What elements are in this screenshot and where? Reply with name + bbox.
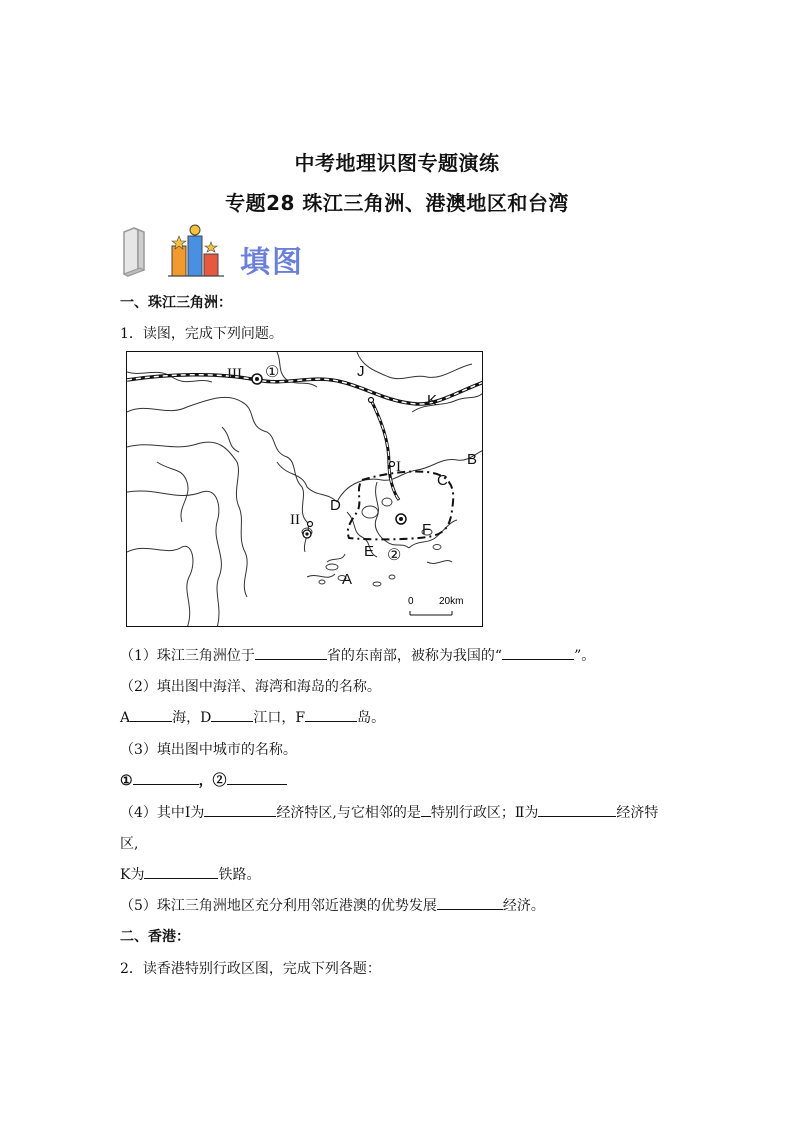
title-line-1: 中考地理识图专题演练	[294, 151, 500, 175]
question-1-5	[120, 895, 545, 915]
label-III: III	[227, 366, 242, 382]
label-J: J	[357, 363, 365, 380]
question-1-2: （2）填出图中海洋、海湾和海岛的名称。	[120, 679, 381, 695]
answer-blank[interactable]	[227, 770, 287, 785]
section-number-graphic	[124, 228, 144, 276]
label-F: F	[422, 521, 432, 538]
question-1-3-answers	[120, 770, 287, 790]
q1-1-text-a: （1）珠江三角洲位于	[120, 648, 255, 664]
answer-blank[interactable]	[437, 895, 503, 910]
q1-4-text-d: 经济特	[616, 805, 659, 821]
q1-4-text-f: K为	[120, 867, 145, 883]
city-markers	[252, 374, 406, 538]
answer-blank[interactable]	[204, 802, 276, 817]
label-D: D	[330, 497, 341, 514]
question-1-1	[120, 645, 595, 665]
q1-2-label-b: 海，D	[172, 710, 212, 726]
question-1-4	[120, 802, 658, 822]
label-circle-1: ①	[265, 364, 280, 381]
question-1-intro: 1．读图，完成下列问题。	[120, 326, 283, 342]
bar-chart-icon	[168, 225, 224, 276]
answer-blank[interactable]	[502, 645, 574, 660]
q1-4-text-c: 特别行政区；Ⅱ为	[430, 805, 539, 821]
label-B: B	[467, 451, 478, 468]
answer-blank[interactable]	[255, 645, 327, 660]
answer-blank[interactable]	[305, 707, 357, 722]
question-1-3: （3）填出图中城市的名称。	[120, 742, 297, 758]
q1-4-text-b: 经济特区,与它相邻的是	[276, 805, 421, 821]
q1-4-text-g: 铁路。	[218, 867, 261, 883]
question-1-2-answers	[120, 707, 385, 727]
q1-5-text-a: （5）珠江三角洲地区充分利用邻近港澳的优势发展	[120, 898, 437, 914]
title-line-2: 专题28 珠江三角洲、港澳地区和台湾	[225, 191, 569, 215]
label-E: E	[364, 543, 375, 560]
q1-2-label-a: A	[120, 710, 131, 726]
map-graphic	[127, 352, 483, 627]
answer-blank[interactable]	[133, 770, 199, 785]
q1-3-label-1: ①	[120, 773, 133, 789]
q1-5-text-b: 经济。	[502, 898, 545, 914]
scale-zero-label: 0	[408, 596, 414, 607]
answer-blank[interactable]	[538, 802, 616, 817]
q1-3-label-2: ，②	[198, 773, 227, 789]
q1-1-text-b: 省的东南部，被称为我国的“	[326, 648, 503, 664]
question-1-4-railway	[120, 864, 260, 884]
q1-4-text-a: （4）其中Ⅰ为	[120, 805, 205, 821]
scale-km-label: 20km	[439, 596, 464, 607]
q1-2-label-c: 江口，F	[253, 710, 306, 726]
heading-hong-kong: 二、香港：	[120, 929, 190, 945]
answer-blank[interactable]	[130, 707, 172, 722]
question-1-4-continued: 区,	[120, 836, 139, 852]
pearl-river-delta-map	[126, 351, 483, 627]
label-K: K	[427, 392, 438, 409]
scale-bar	[408, 596, 463, 615]
heading-pearl-river-delta: 一、珠江三角洲：	[120, 295, 232, 311]
answer-blank[interactable]	[144, 864, 218, 879]
answer-blank[interactable]	[421, 802, 431, 817]
section-label: 填图	[240, 245, 304, 280]
label-A: A	[342, 571, 353, 588]
label-I: I	[396, 459, 401, 475]
label-circle-2: ②	[387, 547, 402, 564]
q1-1-text-c: ”。	[574, 648, 596, 664]
label-C: C	[437, 472, 448, 489]
label-II: II	[290, 512, 300, 528]
answer-blank[interactable]	[211, 707, 253, 722]
q1-2-label-d: 岛。	[357, 710, 386, 726]
question-2-intro: 2．读香港特别行政区图，完成下列各题：	[120, 961, 381, 977]
